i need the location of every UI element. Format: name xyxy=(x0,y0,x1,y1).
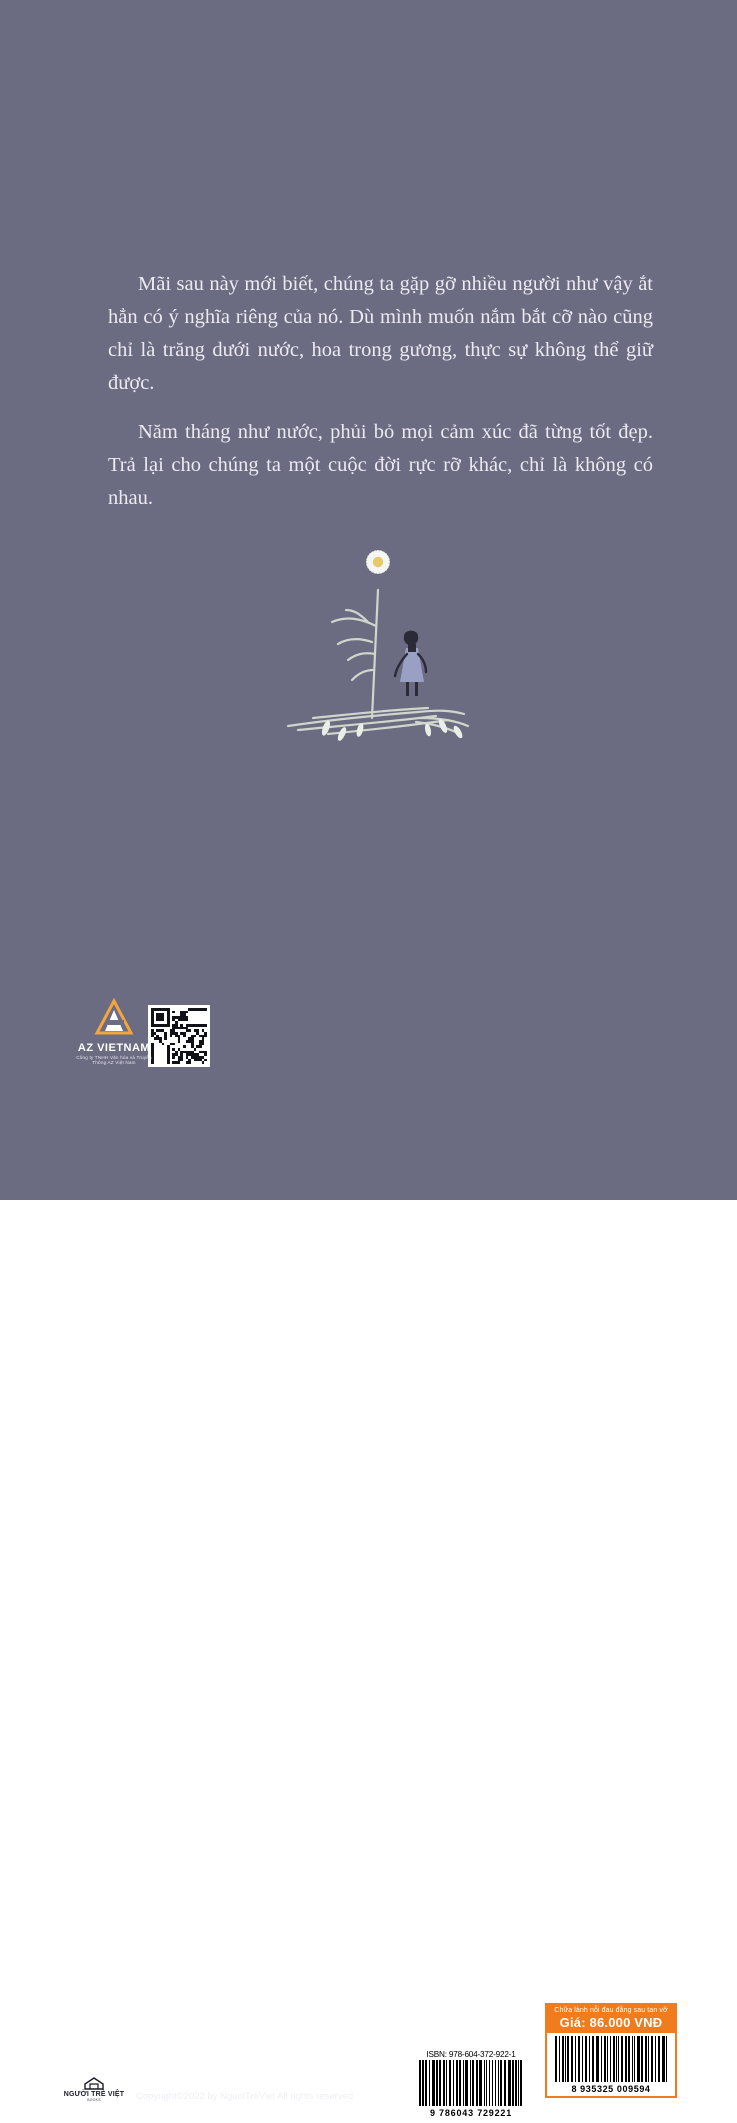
blurb-paragraph-2: Năm tháng như nước, phủi bỏ mọi cảm xúc đã từng tốt đẹp. Trả lại cho chúng ta một cuộc đời rực rỡ khác, chỉ là không có nhau. xyxy=(108,421,653,509)
ean-number: 8 935325 009594 xyxy=(571,2084,651,2094)
price-book-title: Chữa lành nỗi đau đằng sau tan vỡ xyxy=(554,2007,668,2014)
daisy-flower-illustration xyxy=(268,530,498,770)
copyright-text: Copyright©2022 by NguoiTreViet All rights reserved xyxy=(136,2091,354,2102)
house-icon xyxy=(83,2077,105,2090)
nguoitreviet-logo xyxy=(62,2072,126,2106)
blurb-paragraph-1: Mãi sau này mới biết, chúng ta gặp gỡ nhiều người như vậy ắt hẳn có ý nghĩa riêng của nó. Dù mình muốn nắm bắt cỡ nào cũng chỉ là trăng dưới nước, hoa trong gương, thực sự không thể giữ được. xyxy=(108,273,653,394)
blurb-text xyxy=(108,268,653,515)
az-triangle-icon xyxy=(94,998,134,1038)
publisher-logo-sub: BOOKS xyxy=(87,2097,101,2102)
publisher-block xyxy=(62,2072,378,2106)
price-header xyxy=(547,2005,675,2033)
book-title: CHỮA LÀNH NỖI ĐAU ĐẰNG SAU TAN VỠ xyxy=(136,2076,378,2088)
az-logo-name: AZ VIETNAM xyxy=(77,1042,151,1054)
isbn-number: 9 786043 729221 xyxy=(429,2108,513,2118)
ean-area xyxy=(547,2033,675,2096)
cover-footer xyxy=(0,990,737,2118)
isbn-barcode xyxy=(411,2047,531,2123)
price-barcode-box xyxy=(545,2003,677,2098)
ean-bars xyxy=(552,2036,670,2082)
isbn-bars xyxy=(415,2060,527,2106)
price-label: Giá: 86.000 VNĐ xyxy=(559,2015,663,2030)
az-vietnam-logo xyxy=(75,998,153,1065)
isbn-label: ISBN: 978-604-372-922-1 xyxy=(426,2050,516,2059)
publisher-logo-name: NGƯỜI TRẺ VIỆT xyxy=(63,2090,125,2098)
az-logo-tagline: Công ty TNHH Văn hóa và Truyền Thông AZ Việt Nam xyxy=(76,1055,152,1065)
